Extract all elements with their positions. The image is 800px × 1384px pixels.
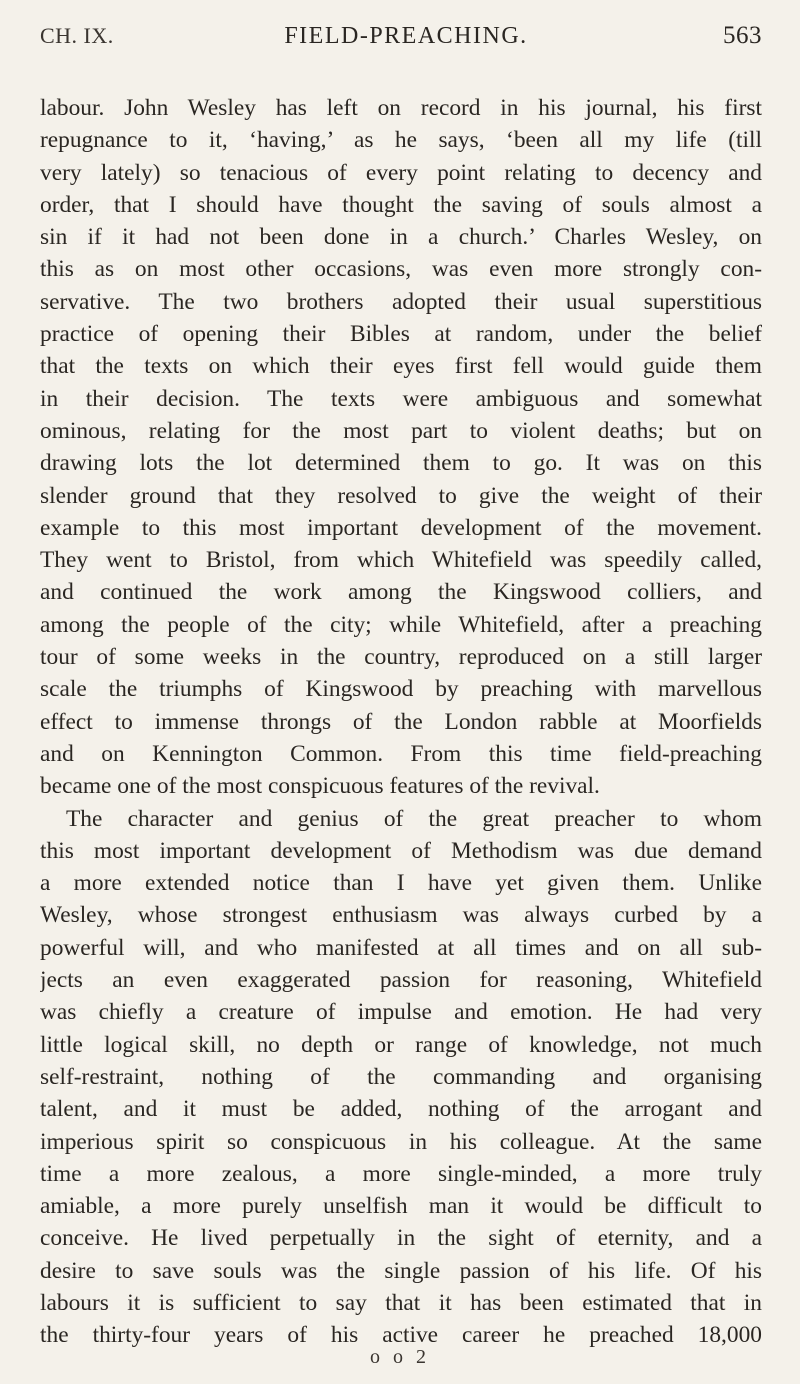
text-line: was chiefly a creature of impulse and emotion. He had very [40,999,762,1026]
text-line: talent, and it must be added, nothing of the arrogant and [40,1096,762,1123]
text-line: The character and genius of the great preacher to whom [66,805,762,832]
page-number: 563 [723,22,762,49]
text-line: ominous, relating for the most part to violent deaths; but on [40,417,762,444]
text-line: that the texts on which their eyes first fell would guide them [40,353,762,380]
text-line: imperious spirit so conspicuous in his colleague. At the same [40,1128,762,1155]
body-text [40,92,762,1352]
running-title: FIELD-PREACHING. [284,23,528,49]
text-line: and on Kennington Common. From this time field-preaching [40,740,762,767]
running-head [40,22,762,62]
text-line: Wesley, whose strongest enthusiasm was always curbed by a [40,902,762,929]
text-line: amiable, a more purely unselfish man it would be difficult to [40,1193,762,1220]
text-line: among the people of the city; while Whitefield, after a preaching [40,611,762,638]
text-line: tour of some weeks in the country, reproduced on a still larger [40,644,762,671]
text-line: very lately) so tenacious of every point relating to decency and [40,159,762,186]
text-line: example to this most important development of the movement. [40,514,762,541]
text-line: powerful will, and who manifested at all times and on all sub- [40,934,762,961]
text-line: self-restraint, nothing of the commanding and organising [40,1063,762,1090]
text-line: They went to Bristol, from which Whitefield was speedily called, [40,547,762,574]
text-line: effect to immense throngs of the London rabble at Moorfields [40,708,762,735]
text-line: this most important development of Methodism was due demand [40,837,762,864]
text-line: repugnance to it, ‘having,’ as he says, ‘been all my life (till [40,127,762,154]
chapter-number: CH. IX. [40,23,114,48]
text-line: in their decision. The texts were ambiguous and somewhat [40,385,762,412]
text-line: desire to save souls was the single passion of his life. Of his [40,1257,762,1284]
text-line: slender ground that they resolved to give the weight of their [40,482,762,509]
signature-mark: o o 2 [370,1346,430,1368]
text-line: servative. The two brothers adopted their usual superstitious [40,288,762,315]
text-line: and continued the work among the Kingswood colliers, and [40,579,762,606]
text-line: the thirty-four years of his active career he preached 18,000 [40,1322,762,1349]
text-line: order, that I should have thought the saving of souls almost a [40,191,762,218]
text-line: this as on most other occasions, was even more strongly con- [40,256,762,283]
text-line: drawing lots the lot determined them to go. It was on this [40,450,762,477]
text-line: a more extended notice than I have yet given them. Unlike [40,870,762,897]
text-line: time a more zealous, a more single-minded, a more truly [40,1160,762,1187]
text-line: scale the triumphs of Kingswood by preaching with marvellous [40,676,762,703]
text-line: little logical skill, no depth or range of knowledge, not much [40,1031,762,1058]
text-line: sin if it had not been done in a church.’ Charles Wesley, on [40,224,762,251]
text-line: conceive. He lived perpetually in the sight of eternity, and a [40,1225,762,1252]
text-line: labour. John Wesley has left on record in his journal, his first [40,95,762,121]
text-line: practice of opening their Bibles at random, under the belief [40,321,762,348]
text-line: labours it is sufficient to say that it has been estimated that in [40,1289,762,1316]
text-line: jects an even exaggerated passion for reasoning, Whitefield [40,967,762,994]
text-line: became one of the most conspicuous features of the revival. [40,773,600,800]
